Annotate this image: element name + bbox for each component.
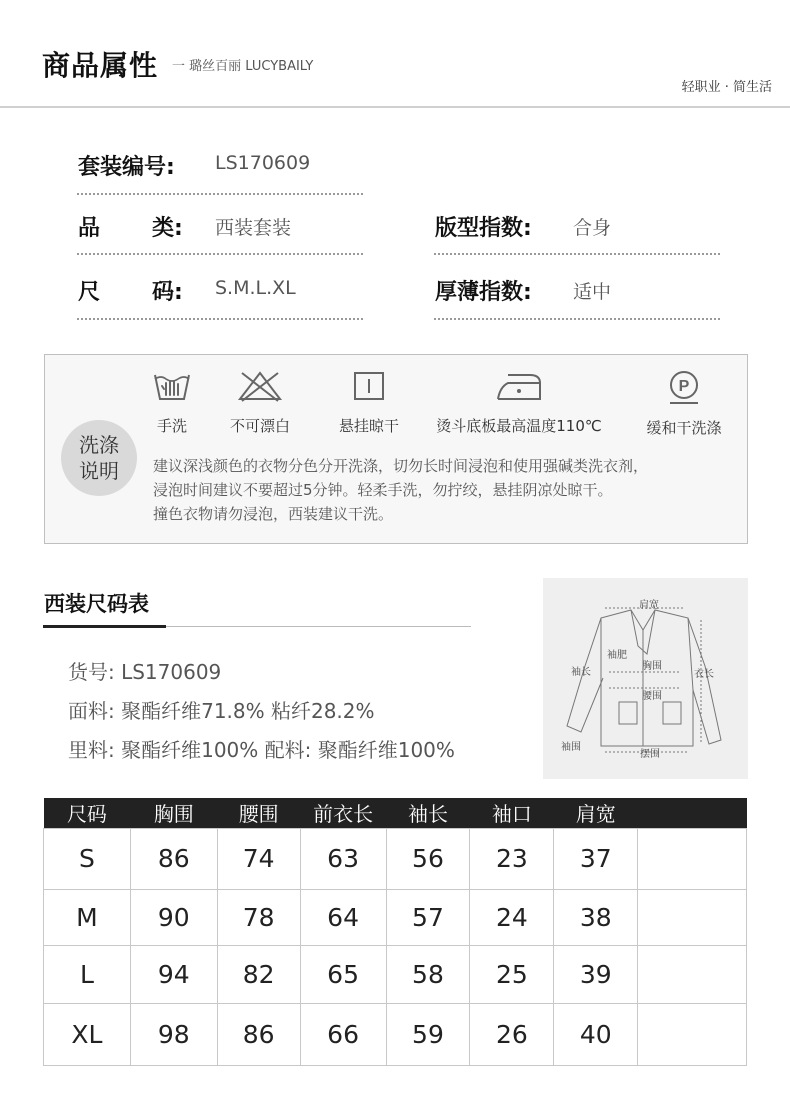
- table-cell: [638, 828, 747, 889]
- table-cell: M: [44, 889, 131, 945]
- attr-value: 适中: [573, 281, 612, 303]
- table-cell: 94: [130, 945, 217, 1003]
- dotted-divider: [77, 253, 363, 255]
- table-cell: 25: [470, 945, 554, 1003]
- wash-description: [153, 454, 745, 526]
- table-cell: 86: [130, 828, 217, 889]
- wash-badge-line1: 洗涤: [79, 433, 119, 457]
- size-table: [43, 798, 747, 1066]
- table-cell: 82: [217, 945, 300, 1003]
- table-row: [44, 1003, 747, 1065]
- attr-fit-index: [435, 211, 725, 251]
- label-cuff: 袖围: [561, 742, 581, 753]
- column-header: 胸围: [130, 798, 217, 828]
- attr-label-a: 尺: [78, 280, 101, 305]
- svg-text:P: P: [678, 378, 690, 395]
- label-waist: 腰围: [642, 691, 662, 702]
- header-divider: [0, 106, 790, 108]
- table-cell: 98: [130, 1003, 217, 1065]
- brand-tagline: 轻职业 · 简生活: [681, 80, 772, 95]
- table-cell: XL: [44, 1003, 131, 1065]
- wash-item-iron: [429, 369, 609, 436]
- label-chest: 胸围: [642, 661, 662, 672]
- table-cell: 23: [470, 828, 554, 889]
- label-length: 衣长: [694, 669, 714, 680]
- iron-icon: [494, 369, 544, 403]
- attr-label-b: 码:: [152, 280, 183, 305]
- dotted-divider: [77, 318, 363, 320]
- table-cell: 74: [217, 828, 300, 889]
- column-header: 前衣长: [300, 798, 386, 828]
- dotted-divider: [434, 318, 720, 320]
- wash-label: 缓和干洗涤: [646, 419, 722, 437]
- column-header: 肩宽: [554, 798, 638, 828]
- attr-category: [78, 211, 368, 251]
- attr-value: S.M.L.XL: [215, 277, 296, 299]
- fabric-composition: 面料: 聚酯纤维71.8% 粘纤28.2%: [68, 699, 375, 723]
- table-cell: 66: [300, 1003, 386, 1065]
- column-header: 腰围: [217, 798, 300, 828]
- dotted-divider: [77, 193, 363, 195]
- wash-line: 建议深浅颜色的衣物分色分开洗涤，切勿长时间浸泡和使用强碱类洗衣剂，: [153, 457, 649, 475]
- table-cell: 40: [554, 1003, 638, 1065]
- wash-label: 烫斗底板最高温度110℃: [436, 417, 602, 435]
- table-cell: [638, 945, 747, 1003]
- wash-item-hang-dry: [329, 369, 409, 436]
- wash-label: 悬挂晾干: [338, 417, 399, 435]
- wash-item-dry-clean: [639, 369, 729, 438]
- wash-line: 浸泡时间建议不要超过5分钟。轻柔手洗，勿拧绞，悬挂阴凉处晾干。: [153, 481, 613, 499]
- table-cell: 59: [386, 1003, 470, 1065]
- hang-dry-icon: [352, 369, 386, 403]
- attr-set-number: [78, 150, 368, 190]
- size-chart-title: 西装尺码表: [44, 592, 149, 616]
- wash-label: 不可漂白: [229, 417, 290, 435]
- label-hem: 摆围: [640, 749, 660, 760]
- wash-line: 撞色衣物请勿浸泡，西装建议干洗。: [153, 505, 394, 523]
- attr-thickness-index: [435, 275, 725, 315]
- table-cell: 90: [130, 889, 217, 945]
- attr-label: 厚薄指数:: [435, 280, 532, 305]
- attr-label: 版型指数:: [435, 216, 532, 241]
- table-cell: 86: [217, 1003, 300, 1065]
- table-cell: 39: [554, 945, 638, 1003]
- table-cell: 38: [554, 889, 638, 945]
- table-cell: 64: [300, 889, 386, 945]
- table-row: [44, 945, 747, 1003]
- wash-label: 手洗: [156, 417, 187, 435]
- table-cell: L: [44, 945, 131, 1003]
- wash-item-no-bleach: [220, 369, 300, 436]
- attr-label-b: 类:: [152, 216, 183, 241]
- table-cell: 65: [300, 945, 386, 1003]
- no-bleach-icon: [236, 369, 284, 403]
- column-header: 袖口: [470, 798, 554, 828]
- item-number: 货号: LS170609: [68, 660, 222, 684]
- wash-instructions-panel: [44, 354, 748, 544]
- wash-item-hand: [147, 369, 197, 436]
- table-cell: [638, 889, 747, 945]
- brand-subtitle: 一 璐丝百丽 LUCYBAILY: [172, 59, 314, 74]
- label-sleeve-width: 袖肥: [607, 650, 627, 661]
- table-header-row: [44, 798, 747, 828]
- wash-badge-line2: 说明: [79, 459, 119, 483]
- table-row: [44, 889, 747, 945]
- wash-badge: [61, 420, 137, 496]
- jacket-measurement-diagram: [543, 578, 748, 779]
- table-cell: 37: [554, 828, 638, 889]
- attr-value: 西装套装: [215, 217, 292, 239]
- hand-wash-icon: [151, 369, 193, 403]
- table-cell: 56: [386, 828, 470, 889]
- table-cell: S: [44, 828, 131, 889]
- table-cell: 57: [386, 889, 470, 945]
- attr-label: 套装编号:: [78, 155, 175, 180]
- label-sleeve-length: 袖长: [571, 667, 591, 678]
- attr-value: LS170609: [215, 152, 311, 174]
- table-row: [44, 828, 747, 889]
- table-cell: [638, 1003, 747, 1065]
- column-header: [638, 798, 747, 828]
- table-cell: 26: [470, 1003, 554, 1065]
- label-shoulder: 肩宽: [639, 600, 659, 611]
- attr-label-a: 品: [78, 216, 101, 241]
- column-header: 袖长: [386, 798, 470, 828]
- dry-clean-icon: [664, 369, 704, 405]
- attr-size: [78, 275, 368, 315]
- dotted-divider: [434, 253, 720, 255]
- column-header: 尺码: [44, 798, 131, 828]
- table-cell: 63: [300, 828, 386, 889]
- attr-value: 合身: [573, 217, 612, 239]
- jacket-sketch: [543, 578, 748, 779]
- lining-composition: 里料: 聚酯纤维100% 配料: 聚酯纤维100%: [68, 738, 455, 762]
- table-cell: 24: [470, 889, 554, 945]
- table-cell: 58: [386, 945, 470, 1003]
- title-underline: [43, 625, 166, 628]
- table-cell: 78: [217, 889, 300, 945]
- page-title: 商品属性: [42, 49, 159, 82]
- title-underline-thin: [166, 626, 471, 627]
